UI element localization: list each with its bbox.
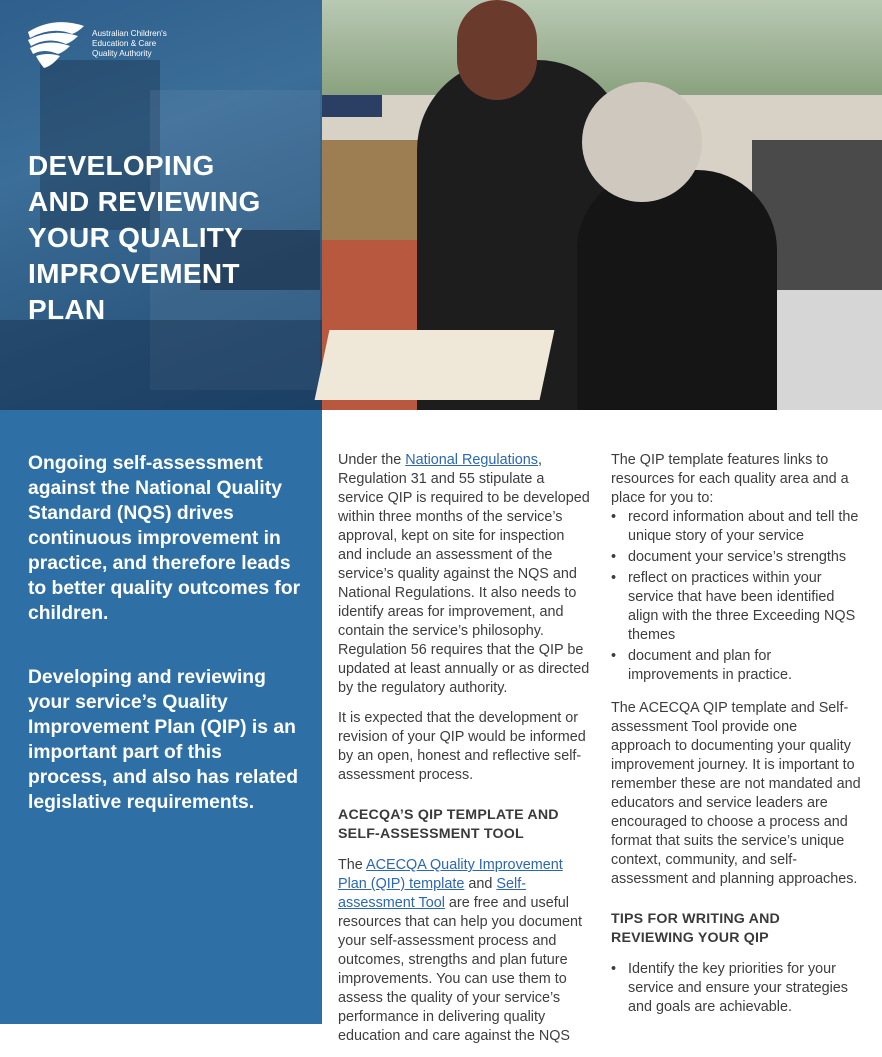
list-item: • document and plan for improvements in practice. <box>611 647 861 685</box>
photo-folder <box>315 330 555 400</box>
text: and <box>464 876 497 892</box>
list-item: • document your service’s strengths <box>611 548 861 567</box>
section-heading: TIPS FOR WRITING AND REVIEWING YOUR QIP <box>611 911 780 946</box>
national-regulations-link[interactable]: National Regulations <box>405 452 539 468</box>
photo-folders-shelf <box>322 140 432 240</box>
spacer <box>611 900 861 906</box>
title-line: PLAN <box>28 294 106 325</box>
lead-paragraph: Developing and reviewing your service’s Quality Improvement Plan (QIP) is an important part of this process, and also has related legislative requirements. <box>28 667 299 813</box>
acecqa-logo[interactable] <box>26 18 167 70</box>
hero-banner <box>0 0 882 410</box>
acecqa-wave-logo-icon <box>26 18 86 70</box>
lead-paragraph: Ongoing self-assessment against the National Quality Standard (NQS) drives continuous improvement in practice, and therefore leads to better quality outcomes for children. <box>28 453 301 624</box>
hero-photo-educators <box>322 0 882 410</box>
list-item: • Identify the key priorities for your service and ensure your strategies and goals are achievable. <box>611 960 861 1017</box>
photo-sign <box>322 95 382 117</box>
photo-person-seated <box>577 170 777 410</box>
logo-line: Education & Care <box>92 39 157 48</box>
tips-list <box>611 960 861 1017</box>
qip-template-link[interactable]: ACECQA Quality Improvement Plan (QIP) template <box>338 857 563 892</box>
title-line: AND REVIEWING <box>28 186 261 217</box>
photo-person-head <box>582 82 702 202</box>
photo-copier-base <box>762 290 882 410</box>
text: Under the <box>338 452 406 468</box>
middle-column <box>338 451 590 1057</box>
title-line: IMPROVEMENT <box>28 258 240 289</box>
body-paragraph: The QIP template features links to resources for each quality area and a place for you to: <box>611 452 849 506</box>
page-title <box>28 148 308 328</box>
photo-shade <box>0 320 322 410</box>
body-paragraph: It is expected that the development or revision of your QIP would be informed by an open, honest and reflective self-assessment process. <box>338 710 586 783</box>
text: are free and useful resources that can help you document your self-assessment process and outcomes, strengths and plan future improvements. You can use them to assess the quality of your service’s performance in delivering quality education and care against the NQS <box>338 895 582 1044</box>
logo-line: Quality Authority <box>92 49 152 58</box>
text: The <box>338 857 367 873</box>
right-column <box>611 451 861 1031</box>
spacer <box>338 796 590 802</box>
list-item: • record information about and tell the unique story of your service <box>611 508 861 546</box>
text: , Regulation 31 and 55 stipulate a service QIP is required to be developed within three months of the service’s approval, kept on site for inspection and include an assessment of the service’s quality against the NQS and National Regulations. It also needs to identify areas for improvement, and contain the service’s philosophy. Regulation 56 requires that the QIP be updated at least annually or as directed by the regulatory authority. <box>338 452 590 696</box>
photo-person-head <box>457 0 537 100</box>
body-paragraph <box>338 856 590 1046</box>
body-paragraph <box>338 451 590 698</box>
title-line: DEVELOPING <box>28 150 215 181</box>
self-assessment-tool-link[interactable]: Self-assessment Tool <box>338 876 526 911</box>
title-line: YOUR QUALITY <box>28 222 244 253</box>
body-paragraph: The ACECQA QIP template and Self-assessment Tool provide one approach to documenting your quality improvement journey. It is important to remember these are not mandated and educators and service leaders are encouraged to choose a process and format that suits the service’s unique context, community, and self-assessment and planning approaches. <box>611 700 861 887</box>
list-item: • reflect on practices within your service that have been identified align with the three Exceeding NQS themes <box>611 569 861 645</box>
section-heading: ACECQA’S QIP TEMPLATE AND SELF-ASSESSMENT TOOL <box>338 807 559 842</box>
logo-line: Australian Children's <box>92 29 167 38</box>
photo-window <box>322 0 882 95</box>
feature-list <box>611 508 861 685</box>
logo-text <box>92 29 167 59</box>
